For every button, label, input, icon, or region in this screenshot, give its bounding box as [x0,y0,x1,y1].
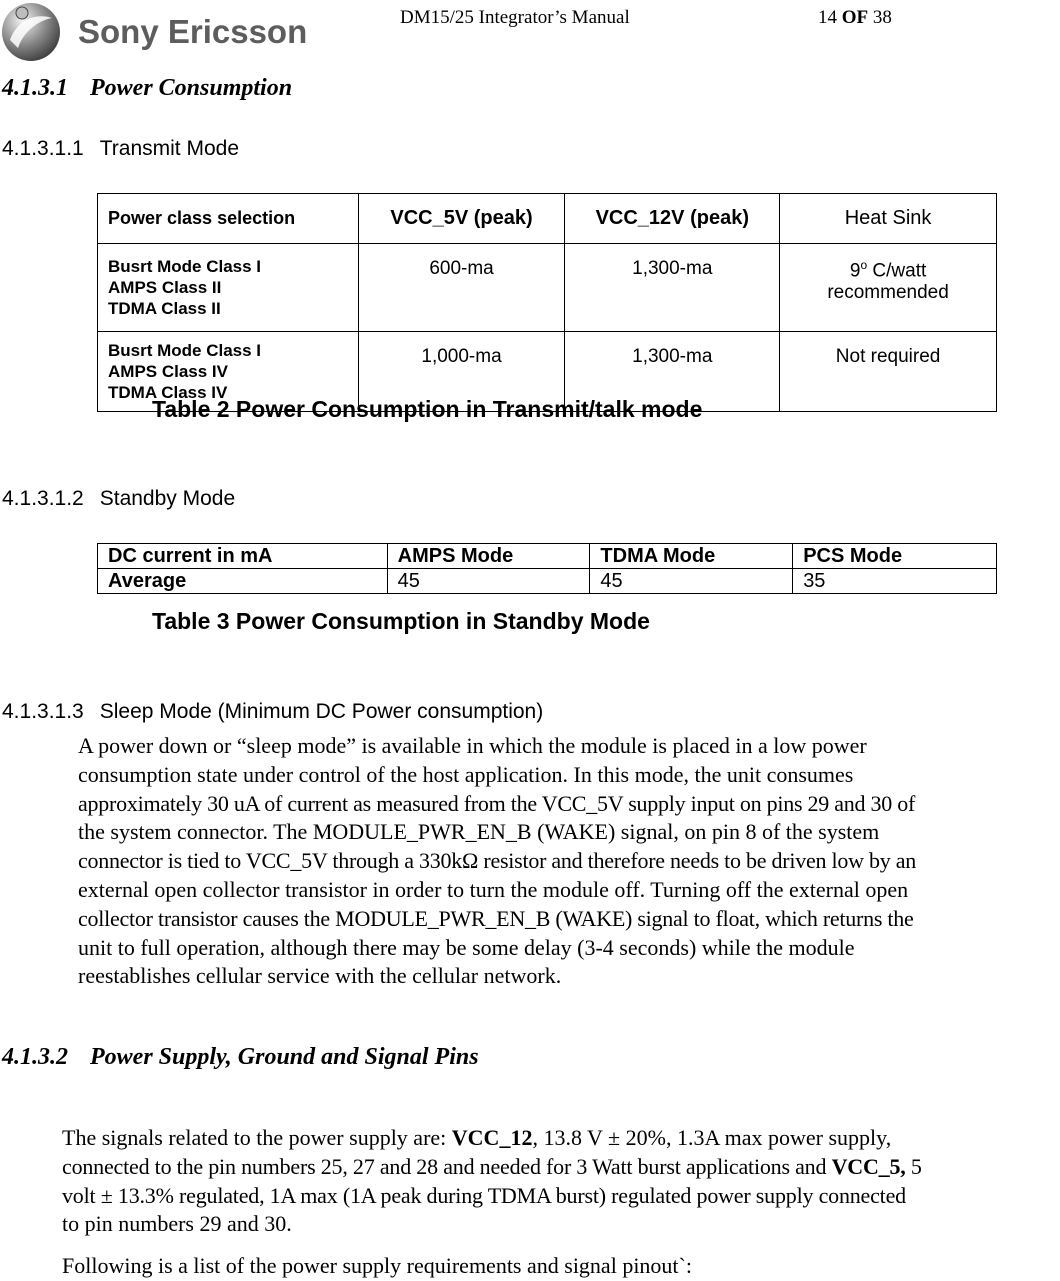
paragraph-line: unit to full operation, although there may be some delay (3-4 seconds) while the module [78,934,855,960]
paragraph-line: approximately 30 uA of current as measured from the VCC_5V supply input on pins 29 and 30 of [78,790,916,816]
header-cell: VCC_12V (peak) [565,194,780,244]
heading-power-consumption [2,75,292,102]
paragraph-line: external open collector transistor in order to turn the module off. Turning off the external open [78,876,909,902]
standby-power-table [97,543,997,594]
class-line: AMPS Class II [108,278,222,297]
paragraph-line: connector is tied to VCC_5V through a 330kΩ resistor and therefore needs to be driven low by an [78,848,916,874]
vcc12-cell: 1,300-ma [565,244,780,332]
heading-number: 4.1.3.1.3 [2,700,84,723]
heading-title: Transmit Mode [99,137,239,160]
heading-title: Sleep Mode (Minimum DC Power consumption) [99,700,544,723]
paragraph-line: The signals related to the power supply are: VCC_12, 13.8 V ± 20%, 1.3A max power supply, [62,1125,892,1150]
class-line: TDMA Class IV [108,383,228,402]
table-header-row [98,194,997,244]
header-cell: DC current in mA [98,544,388,569]
heat-unit: C/watt [867,260,927,282]
paragraph-line: collector transistor causes the MODULE_PWR_EN_B (WAKE) signal to float, which returns the [78,905,914,931]
heading-number: 4.1.3.1.1 [2,137,84,160]
table-2-caption: Table 2 Power Consumption in Transmit/talk mode [152,396,703,422]
sony-ericsson-logo [0,0,310,62]
header-cell: Heat Sink [780,194,997,244]
page-number [818,7,892,29]
class-line: TDMA Class II [108,299,221,318]
sleep-mode-paragraph [78,732,1060,991]
page-total: 38 [872,7,892,28]
heading-number: 4.1.3.1.2 [2,487,84,510]
degree-mark: o [860,258,868,272]
header-cell: VCC_5V (peak) [358,194,565,244]
brand-wordmark: Sony Ericsson [78,13,308,50]
paragraph-line: reestablishes cellular service with the cellular network. [78,963,562,989]
transmit-power-table [97,193,997,412]
power-class-cell [98,244,359,332]
paragraph-line: the system connector. The MODULE_PWR_EN_B (WAKE) signal, on pin 8 of the system [78,819,880,845]
power-supply-paragraph [62,1124,1060,1239]
heading-transmit-mode [2,137,239,161]
heading-power-supply [2,1044,479,1071]
header-cell: Power class selection [98,194,359,244]
table-3-caption: Table 3 Power Consumption in Standby Mode [152,608,650,634]
paragraph-line: to pin numbers 29 and 30. [62,1211,292,1237]
class-line: AMPS Class IV [108,362,228,381]
table-row [98,569,997,594]
pcs-value-cell: 35 [793,569,997,594]
heading-title: Power Supply, Ground and Signal Pins [90,1044,479,1070]
heading-sleep-mode [2,700,543,724]
heading-title: Power Consumption [90,75,293,101]
paragraph-line: consumption state under control of the host application. In this mode, the unit consumes [78,761,854,787]
paragraph-line: A power down or “sleep mode” is available in which the module is placed in a low power [78,733,867,758]
heading-number: 4.1.3.2 [2,1044,68,1070]
row-label-cell: Average [98,569,388,594]
vcc12-cell: 1,300-ma [565,332,780,412]
page-of-label: OF [841,7,869,28]
amps-value-cell: 45 [387,569,590,594]
header-cell: PCS Mode [793,544,997,569]
heading-number: 4.1.3.1 [2,75,68,101]
heading-title: Standby Mode [99,487,236,510]
header-cell: TDMA Mode [590,544,793,569]
table-header-row [98,544,997,569]
heading-standby-mode [2,487,235,511]
heat-sink-cell [780,244,997,332]
paragraph-line: connected to the pin numbers 25, 27 and 28 and needed for 3 Watt burst applications and VCC_5, 5 [62,1153,922,1179]
heat-note: recommended [827,282,949,304]
page-current: 14 [818,7,837,28]
paragraph-line: volt ± 13.3% regulated, 1A max (1A peak during TDMA burst) regulated power supply connected [62,1182,906,1208]
header-cell: AMPS Mode [387,544,590,569]
vcc5-cell: 600-ma [358,244,565,332]
class-line: Busrt Mode Class I [108,257,262,276]
heat-sink-cell: Not required [780,332,997,412]
class-line: Busrt Mode Class I [108,341,262,360]
pinout-intro-paragraph: Following is a list of the power supply requirements and signal pinout`: [62,1253,692,1278]
document-title: DM15/25 Integrator’s Manual [400,7,630,28]
table-row [98,244,997,332]
tdma-value-cell: 45 [590,569,793,594]
vcc5-cell: 1,000-ma [358,332,565,412]
heat-value: 9 [849,260,861,282]
